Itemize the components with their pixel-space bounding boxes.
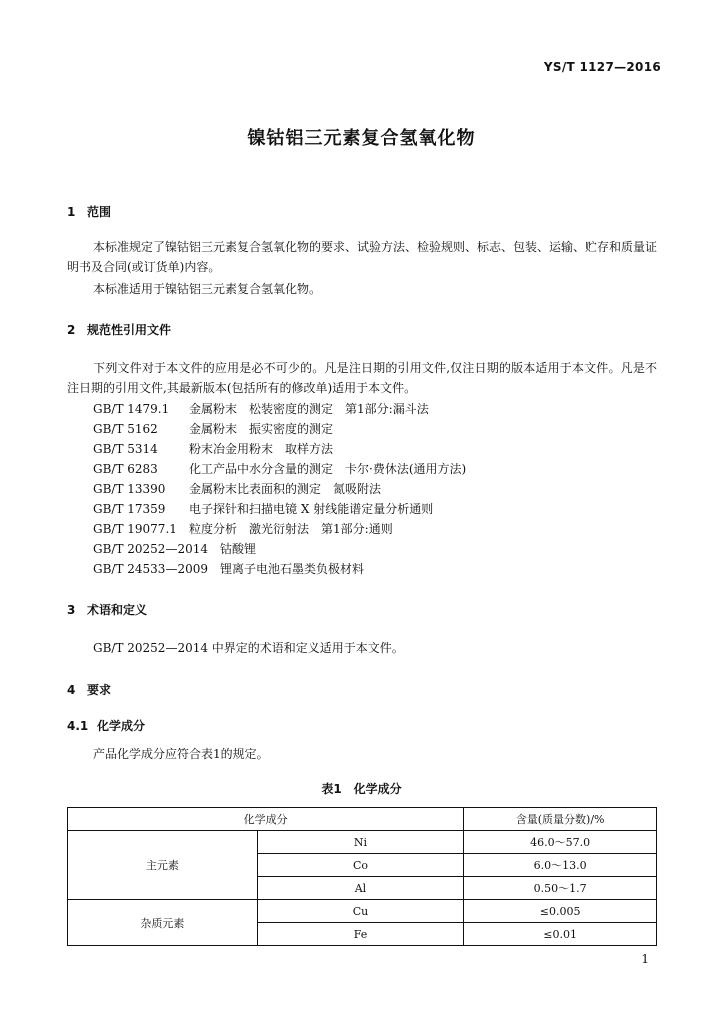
value-cell: 0.50～1.7 xyxy=(464,877,657,900)
reference-code: GB/T 1479.1 xyxy=(93,402,170,416)
reference-title: 粒度分析 激光衍射法 第1部分:通则 xyxy=(189,522,393,536)
reference-item xyxy=(93,499,433,519)
paragraph-text: 本标准规定了镍钴铝三元素复合氢氧化物的要求、试验方法、检验规则、标志、包装、运输、贮存和质量证明书及合同(或订货单)内容。 xyxy=(67,240,658,274)
value-cell: 6.0～13.0 xyxy=(464,854,657,877)
reference-code: GB/T 19077.1 xyxy=(93,522,177,536)
reference-title: 化工产品中水分含量的测定 卡尔·费休法(通用方法) xyxy=(189,462,467,476)
standard-code: YS/T 1127—2016 xyxy=(543,60,661,74)
reference-item xyxy=(93,559,364,579)
value-cell: 46.0～57.0 xyxy=(464,831,657,854)
element-cell: Fe xyxy=(257,923,464,946)
section-title: 化学成分 xyxy=(97,719,146,733)
group-label: 杂质元素 xyxy=(68,900,258,946)
paragraph-text: 下列文件对于本文件的应用是必不可少的。凡是注日期的引用文件,仅注日期的版本适用于本文件。凡是不注日期的引用文件,其最新版本(包括所有的修改单)适用于本文件。 xyxy=(67,361,657,395)
section-3-heading xyxy=(67,601,147,618)
reference-item xyxy=(93,459,466,479)
reference-title: 金属粉末 松装密度的测定 第1部分:漏斗法 xyxy=(189,402,429,416)
paragraph-text: GB/T 20252—2014 中界定的术语和定义适用于本文件。 xyxy=(93,641,404,655)
reference-code: GB/T 5314 xyxy=(93,442,158,456)
paragraph-text: 产品化学成分应符合表1的规定。 xyxy=(93,747,269,761)
page-number: 1 xyxy=(641,952,649,966)
reference-code: GB/T 20252—2014 xyxy=(93,542,208,556)
group-label: 主元素 xyxy=(68,831,258,900)
reference-item xyxy=(93,399,429,419)
section-number: 4.1 xyxy=(67,719,89,733)
reference-item xyxy=(93,519,393,539)
reference-item xyxy=(93,539,256,559)
element-cell: Co xyxy=(257,854,464,877)
reference-item xyxy=(93,439,333,459)
section-title: 范围 xyxy=(87,205,112,219)
section-4-1-heading xyxy=(67,717,145,734)
element-cell: Al xyxy=(257,877,464,900)
value-cell: ≤0.01 xyxy=(464,923,657,946)
element-cell: Ni xyxy=(257,831,464,854)
section-number: 1 xyxy=(67,205,76,219)
section-number: 2 xyxy=(67,323,76,337)
chemical-composition-table xyxy=(67,807,657,946)
section-title: 要求 xyxy=(87,683,112,697)
section-1-paragraph-1 xyxy=(67,237,657,277)
section-2-heading xyxy=(67,321,171,338)
reference-title: 金属粉末 振实密度的测定 xyxy=(189,422,334,436)
section-3-paragraph-1 xyxy=(67,638,657,658)
reference-title: 钴酸锂 xyxy=(220,542,257,556)
reference-code: GB/T 6283 xyxy=(93,462,158,476)
section-number: 4 xyxy=(67,683,76,697)
reference-item xyxy=(93,419,333,439)
value-cell: ≤0.005 xyxy=(464,900,657,923)
section-4-heading xyxy=(67,681,111,698)
header-component: 化学成分 xyxy=(68,808,464,831)
reference-title: 粉末冶金用粉末 取样方法 xyxy=(189,442,334,456)
section-title: 规范性引用文件 xyxy=(87,323,172,337)
reference-title: 电子探针和扫描电镜 X 射线能谱定量分析通则 xyxy=(189,502,434,516)
paragraph-text: 本标准适用于镍钴铝三元素复合氢氧化物。 xyxy=(93,282,322,296)
reference-title: 锂离子电池石墨类负极材料 xyxy=(220,562,365,576)
table-row xyxy=(68,900,657,923)
section-2-paragraph-1 xyxy=(67,358,657,398)
section-title: 术语和定义 xyxy=(87,603,148,617)
reference-code: GB/T 24533—2009 xyxy=(93,562,208,576)
document-title: 镍钴铝三元素复合氢氧化物 xyxy=(247,128,476,149)
table-caption: 表1 化学成分 xyxy=(321,782,402,796)
reference-item xyxy=(93,479,381,499)
reference-code: GB/T 13390 xyxy=(93,482,166,496)
reference-title: 金属粉末比表面积的测定 氮吸附法 xyxy=(189,482,382,496)
table-row xyxy=(68,831,657,854)
reference-code: GB/T 17359 xyxy=(93,502,166,516)
table-header-row xyxy=(68,808,657,831)
section-1-heading xyxy=(67,203,111,220)
element-cell: Cu xyxy=(257,900,464,923)
reference-code: GB/T 5162 xyxy=(93,422,158,436)
section-number: 3 xyxy=(67,603,76,617)
section-1-paragraph-2 xyxy=(67,279,657,299)
section-4-1-paragraph-1 xyxy=(67,744,657,764)
header-content: 含量(质量分数)/% xyxy=(464,808,657,831)
